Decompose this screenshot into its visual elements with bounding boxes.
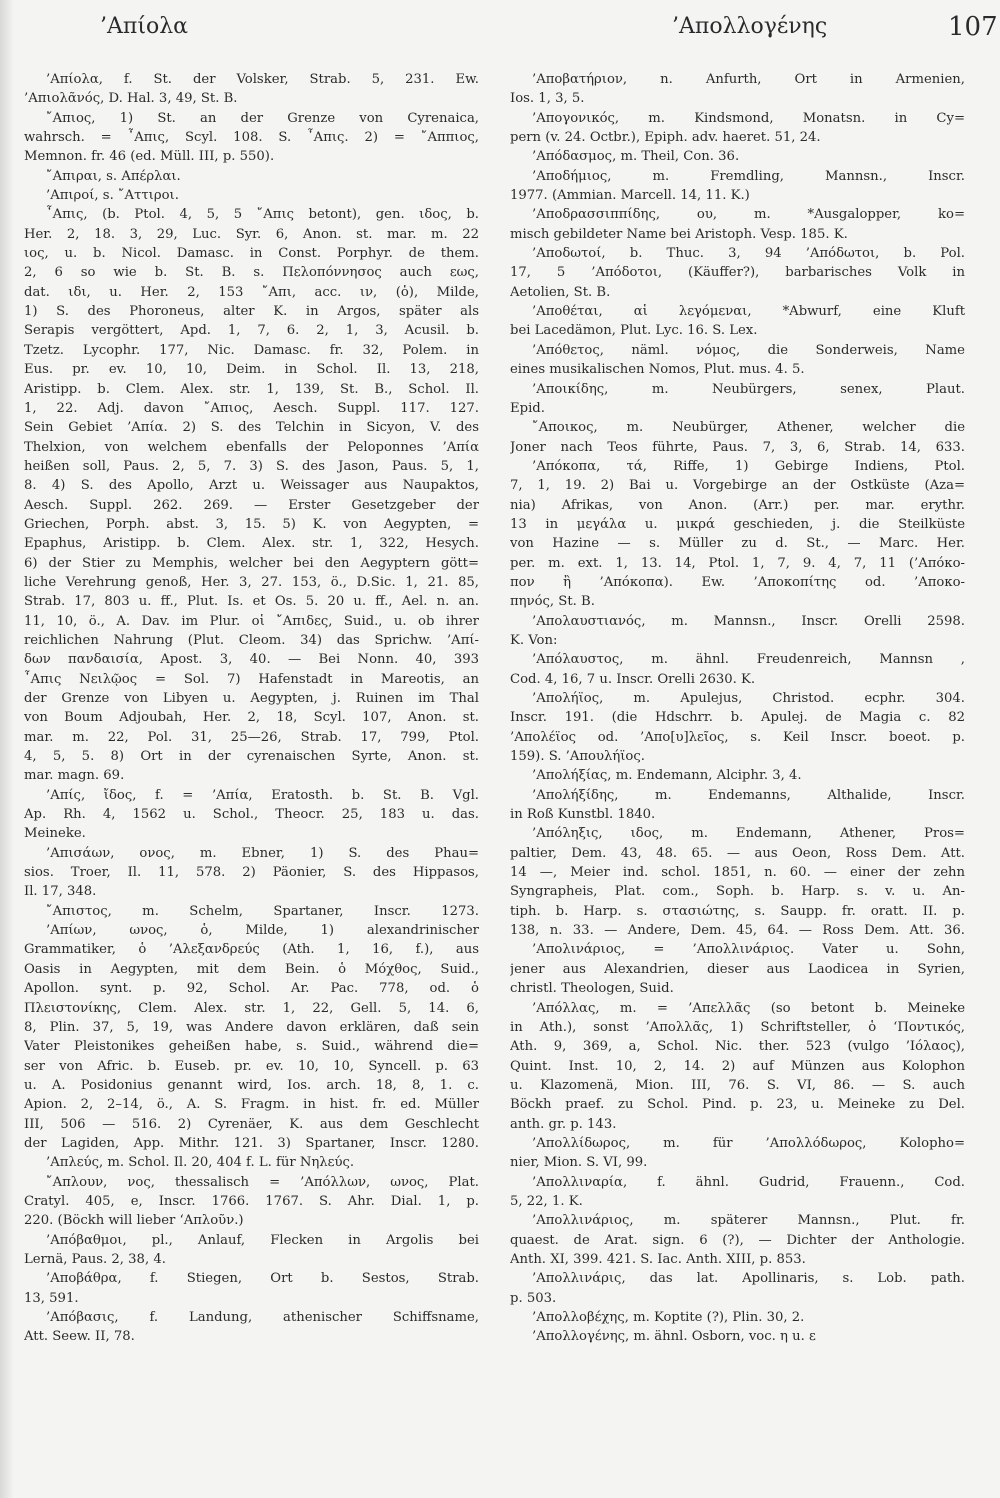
entry-text-line: Cod. 4, 16, 7 u. Inscr. Orelli 2630. K. <box>510 671 756 687</box>
entry-text-line: liche Verehrung genoß, Her. 3, 27. 153, ö., D.Sic. 1, 21. 85, <box>24 574 479 590</box>
entry-text-line: Grammatiker, ὁ ’Αλεξανδρεύς (Ath. 1, 16, f.), aus <box>24 942 479 958</box>
entry-text-line: wahrsch. = ῏Απις, Scyl. 108. S. ῏Απις. 2) = ῎Αππιος, <box>24 130 479 146</box>
entry-text-line: Cratyl. 405, e, Inscr. 1766. 1767. S. Ahr. Dial. 1, p. <box>24 1193 479 1209</box>
entry-text-line: Quint. Inst. 10, 2, 14. 2) auf Münzen aus Kolophon <box>510 1058 965 1074</box>
entry-headword-line: ’Απολλογένης, m. ähnl. Osborn, voc. η u. ε <box>532 1329 816 1345</box>
entry-text-line: Apion. 2, 2–14, ö., A. S. Fragm. in hist. fr. ed. Müller <box>24 1097 479 1113</box>
entry-text-line: Epaphus, Aristipp. b. Clem. Alex. str. 1, 322, Hesych. <box>24 536 479 552</box>
entry-text-line: 5, 22, 1. K. <box>510 1193 583 1209</box>
entry-text-line: bei Lacedämon, Plut. Lyc. 16. S. Lex. <box>510 323 758 339</box>
entry-headword-line: ’Απολλίδωρος, m. für ’Απολλόδωρος, Kolopho= <box>532 1135 965 1151</box>
entry-headword-line: ’Αποδήμιος, m. Fremdling, Mannsn., Inscr. <box>532 168 965 184</box>
entry-text-line: Sein Gebiet ’Απία. 2) S. des Telchin in Sicyon, V. des <box>24 420 479 436</box>
entry-headword-line: ’Απολλινάριος, m. späterer Mannsn., Plut. fr. <box>532 1213 965 1229</box>
entry-text-line: III, 506 — 516. 2) Cyrenäer, K. aus dem Geschlecht <box>24 1116 479 1132</box>
entry-text-line: pern (v. 24. Octbr.), Epiph. adv. haeret. 51, 24. <box>510 130 821 146</box>
entry-text-line: per. m. ext. 1, 13. 14, Ptol. 1, 7, 9. 4, 7, 11 (’Απόκο- <box>510 555 965 571</box>
entry-text-line: nia) Afrikas, von Anon. (Arr.) per. mar. erythr. <box>510 497 965 513</box>
entry-text-line: 17, 5 ’Απόδοτοι, (Käuffer?), barbarisches Volk in <box>510 265 965 281</box>
entry-text-line: christl. Theologen, Suid. <box>510 981 674 997</box>
left-running-headword: ’Απίολα <box>100 14 189 39</box>
entry-text-line: Memnon. fr. 46 (ed. Müll. III, p. 550). <box>24 149 275 165</box>
entry-text-line: 11, 10, ö., A. Dav. im Plur. οἱ ῎Απιδες, Suid., u. ob ihrer <box>24 613 479 629</box>
page-header <box>0 12 1000 46</box>
entry-text-line: 13 in μεγάλα u. μικρά geschieden, j. die Steilküste <box>510 516 965 532</box>
right-running-headword: ’Απολλογένης <box>672 14 828 39</box>
entry-text-line: Πλειστονίκης, Clem. Alex. str. 1, 22, Gell. 5, 14. 6, <box>24 1000 479 1016</box>
entry-text-line: Joner nach Teos führte, Paus. 7, 3, 6, Strab. 14, 633. <box>510 439 965 455</box>
entry-headword-line: ’Αποβάθρα, f. Stiegen, Ort b. Sestos, Strab. <box>46 1271 479 1287</box>
entry-text-line: ’Απιολᾶνός, D. Hal. 3, 49, St. B. <box>24 91 238 107</box>
entry-text-line: 4, 5, 5. 8) Ort in der cyrenaischen Syrte, Anon. st. <box>24 749 479 765</box>
entry-text-line: 13, 591. <box>24 1290 79 1306</box>
entry-headword-line: ’Απολλινάρις, das lat. Apollinaris, s. Lob. path. <box>532 1271 965 1287</box>
entry-text-line: reichlichen Nahrung (Plut. Cleom. 34) das Sprichw. ’Απί- <box>24 632 479 648</box>
entry-headword-line: ’Απίς, ἴδος, f. = ’Απία, Eratosth. b. St. B. Vgl. <box>46 787 479 803</box>
entry-headword-line: ῎Απιστος, m. Schelm, Spartaner, Inscr. 1273. <box>46 903 479 919</box>
entry-text-line: von Boum Adjoubah, Her. 2, 18, Scyl. 107, Anon. st. <box>24 710 479 726</box>
entry-text-line: 2, 6 so wie b. St. B. s. Πελοπόννησος auch εως, <box>24 265 479 281</box>
entry-headword-line: ’Απογονικός, m. Kindsmond, Monatsn. in Cy= <box>532 110 965 126</box>
entry-headword-line: ’Απίων, ωνος, ὁ, Milde, 1) alexandrinischer <box>46 923 479 939</box>
entry-text-line: πηνός, St. B. <box>510 594 595 610</box>
entry-text-line: Vater Pleistonikes geheißen habe, s. Suid., während die= <box>24 1039 479 1055</box>
entry-text-line: K. Von: <box>510 632 558 648</box>
entry-headword-line: ’Απόληξις, ιδος, m. Endemann, Athener, Pros= <box>532 826 965 842</box>
entry-text-line: Strab. 17, 803 u. ff., Plut. Is. et Os. 5. 20 u. ff., Ael. n. an. <box>24 594 479 610</box>
entry-text-line: 1, 22. Adj. davon ῎Απιος, Aesch. Suppl. 117. 127. <box>24 400 479 416</box>
entry-headword-line: ’Απολινάριος, = ’Απολλινάριος. Vater u. Sohn, <box>532 942 965 958</box>
entry-text-line: 220. (Böckh will lieber ‘Απλοῦν.) <box>24 1213 244 1229</box>
entry-text-line: anth. gr. p. 143. <box>510 1116 617 1132</box>
entry-text-line: Aetolien, St. B. <box>510 284 611 300</box>
entry-headword-line: ῎Αποικος, m. Neubürger, Athener, welcher die <box>532 420 965 436</box>
entry-text-line: Apollon. synt. p. 92, Schol. Ar. Pac. 778, od. ὁ <box>24 981 479 997</box>
entry-text-line: ιος, u. b. Nicol. Damasc. in Const. Porphyr. de them. <box>24 246 479 262</box>
entry-headword-line: ’Απιροί, s. ῎Αττιροι. <box>46 188 179 204</box>
entry-text-line: tiph. b. Harp. s. στασιώτης, s. Saupp. fr. oratt. II. p. <box>510 903 965 919</box>
entry-text-line: Her. 2, 18. 3, 29, Luc. Syr. 6, Anon. st. mar. m. 22 <box>24 226 479 242</box>
entry-headword-line: ’Απολήξίδης, m. Endemanns, Althalide, Inscr. <box>532 787 965 803</box>
entry-text-line: mar. magn. 69. <box>24 768 125 784</box>
entry-text-line: Böckh praef. zu Schol. Pind. p. 23, u. Meineke zu Del. <box>510 1097 965 1113</box>
entry-text-line: p. 503. <box>510 1290 557 1306</box>
entry-text-line: Eus. pr. ev. 10, 10, Deim. in Schol. Il. 13, 218, <box>24 362 479 378</box>
entry-text-line: dat. ιδι, u. Her. 2, 153 ῎Απι, acc. ιν, (ὁ), Milde, <box>24 284 479 300</box>
entry-text-line: Thelxion, von welchem ebenfalls der Peloponnes ’Απία <box>24 439 479 455</box>
entry-text-line: u. Klazomenä, Mion. III, 76. S. VI, 86. — S. auch <box>510 1077 965 1093</box>
entry-text-line: 159). S. ’Απουλήϊος. <box>510 749 645 765</box>
entry-headword-line: ’Απολλιναρία, f. ähnl. Gudrid, Frauenn., Cod. <box>532 1174 965 1190</box>
entry-text-line: 138, n. 33. — Andere, Dem. 45, 64. — Ross Dem. Att. 36. <box>510 923 965 939</box>
entry-headword-line: ’Απολλοβέχης, m. Koptite (?), Plin. 30, 2. <box>532 1310 805 1325</box>
entry-text-line: 8. 4) S. des Apollo, Arzt u. Weissager aus Naupaktos, <box>24 478 479 494</box>
entry-text-line: Meineke. <box>24 826 86 842</box>
entry-text-line: Ath. 9, 369, a, Schol. Nic. ther. 523 (vulgo ’Ιόλαος), <box>510 1039 965 1055</box>
entry-text-line: 6) der Stier zu Memphis, welcher bei den Aegyptern gött= <box>24 555 479 571</box>
entry-text-line: Ios. 1, 3, 5. <box>510 91 585 107</box>
entry-headword-line: ’Απόβασις, f. Landung, athenischer Schiffsname, <box>46 1310 479 1325</box>
entry-headword-line: ’Απολήξίας, m. Endemann, Alciphr. 3, 4. <box>532 768 802 784</box>
entry-text-line: πον ἢ ’Απόκοπα). Ew. ’Αποκοπίτης od. ’Αποκο- <box>510 574 965 590</box>
entry-text-line: Lernä, Paus. 2, 38, 4. <box>24 1251 166 1267</box>
entry-text-line: Ap. Rh. 4, 1562 u. Schol., Theocr. 25, 183 u. das. <box>24 807 479 823</box>
entry-headword-line: ῏Απις, (b. Ptol. 4, 5, 5 ῎Απις betont), gen. ιδος, b. <box>46 207 479 223</box>
entry-text-line: ser von Afric. b. Euseb. pr. ev. 10, 10, Syncell. p. 63 <box>24 1058 479 1074</box>
entry-text-line: quaest. de Arat. sign. 6 (?), — Dichter der Anthologie. <box>510 1232 965 1248</box>
entry-headword-line: ’Απίολα, f. St. der Volsker, Strab. 5, 231. Ew. <box>46 72 479 87</box>
left-column <box>24 70 479 1347</box>
right-column <box>510 70 965 1347</box>
entry-text-line: 1977. (Ammian. Marcell. 14, 11. K.) <box>510 188 750 204</box>
entry-text-line: 14 —, Meier ind. schol. 1851, n. 60. — einer der zehn <box>510 865 965 881</box>
entry-text-line: Aristipp. b. Clem. Alex. str. 1, 139, St. B., Schol. Il. <box>24 381 479 397</box>
entry-text-line: 7, 1, 19. 2) Bai u. Vorgebirge an der Ostküste (Aza= <box>510 478 965 494</box>
entry-text-line: 8, Plin. 37, 5, 19, was Andere davon erklären, daß sein <box>24 1019 479 1035</box>
page-number: 107 <box>948 12 998 42</box>
entry-headword-line: ’Απόκοπα, τά, Riffe, 1) Gebirge Indiens, Ptol. <box>532 458 965 474</box>
entry-headword-line: ’Απόδασμος, m. Theil, Con. 36. <box>532 149 740 165</box>
entry-text-line: Inscr. 191. (die Hdschrr. b. Apulej. de Magia c. 82 <box>510 710 965 726</box>
entry-text-line: Tzetz. Lycophr. 177, Nic. Damasc. fr. 32, Polem. in <box>24 342 479 358</box>
entry-headword-line: ’Αποδωτοί, b. Thuc. 3, 94 ’Απόδωτοι, b. Pol. <box>532 246 965 262</box>
entry-text-line: Il. 17, 348. <box>24 884 97 900</box>
entry-headword-line: ’Απόλλας, m. = ’Απελλᾶς (so betont b. Meineke <box>532 1000 965 1016</box>
entry-headword-line: ’Απισάων, ονος, m. Ebner, 1) S. des Phau= <box>46 845 479 861</box>
entry-text-line: ῏Απις Νειλῷος = Sol. 7) Hafenstadt in Mareotis, an <box>24 671 479 687</box>
entry-headword-line: ’Απόλαυστος, m. ähnl. Freudenreich, Mannsn , <box>532 652 965 668</box>
entry-text-line: misch gebildeter Name bei Aristoph. Vesp. 185. K. <box>510 226 848 242</box>
entry-text-line: sios. Troer, Il. 11, 578. 2) Päonier, S. des Hippasos, <box>24 865 479 881</box>
entry-text-line: 1) S. des Phoroneus, alter K. in Argos, später als <box>24 304 479 320</box>
entry-text-line: δων πανδαισία, Apost. 3, 40. — Bei Nonn. 40, 393 <box>24 652 479 668</box>
entry-text-line: u. A. Posidonius genannt wird, Ios. arch. 18, 8, 1. c. <box>24 1077 479 1093</box>
entry-headword-line: ’Απόθετος, näml. νόμος, die Sonderweis, Name <box>532 342 965 358</box>
entry-headword-line: ῎Απιραι, s. Απέρλαι. <box>46 168 181 184</box>
entry-headword-line: ’Απολήϊος, m. Apulejus, Christod. ecphr. 304. <box>532 691 965 706</box>
entry-text-line: eines musikalischen Nomos, Plut. mus. 4. 5. <box>510 362 805 378</box>
entry-text-line: von Hazine — s. Müller zu d. St., — Marc. Her. <box>510 536 965 552</box>
entry-headword-line: ’Αποικίδης, m. Neubürgers, senex, Plaut. <box>532 381 965 397</box>
entry-text-line: heißen soll, Paus. 2, 5, 7. 3) S. des Jason, Paus. 5, 1, <box>24 458 479 474</box>
entry-text-line: nier, Mion. S. VI, 99. <box>510 1155 648 1171</box>
entry-headword-line: ῎Απιος, 1) St. an der Grenze von Cyrenaica, <box>46 110 479 126</box>
page-binding-shadow <box>0 0 14 1498</box>
entry-text-line: Att. Seew. II, 78. <box>24 1329 135 1345</box>
entry-text-line: der Grenze von Libyen u. Aegypten, j. Ruinen im Thal <box>24 691 479 706</box>
entry-text-line: ’Απολέϊος od. ’Απο[υ]λεῖος, s. Keil Inscr. boeot. p. <box>510 729 965 745</box>
entry-text-line: Serapis vergöttert, Apd. 1, 7, 6. 2, 1, 3, Acusil. b. <box>24 323 479 339</box>
entry-text-line: Griechen, Porph. abst. 3, 15. 5) K. von Aegypten, = <box>24 516 479 532</box>
entry-text-line: in Ath.), sonst ’Απολλᾶς, 1) Schriftsteller, ὁ ‘Ποντικός, <box>510 1019 965 1035</box>
entry-headword-line: ’Αποβατήριον, n. Anfurth, Ort in Armenien, <box>532 72 965 87</box>
entry-headword-line: ’Αποθέται, αἱ λεγόμεναι, *Abwurf, eine Kluft <box>532 304 965 320</box>
entry-headword-line: ’Απόβαθμοι, pl., Anlauf, Flecken in Argolis bei <box>46 1232 479 1248</box>
entry-headword-line: ’Απλεύς, m. Schol. Il. 20, 404 f. L. für Νηλεύς. <box>46 1155 355 1171</box>
entry-text-line: jener aus Alexandrien, dieser aus Laodicea in Syrien, <box>510 961 965 977</box>
entry-text-line: Epid. <box>510 400 545 416</box>
entry-headword-line: ῎Απλουν, νος, thessalisch = ’Απόλλων, ωνος, Plat. <box>46 1174 479 1190</box>
entry-text-line: Aesch. Suppl. 262. 269. — Erster Gesetzgeber der <box>24 497 479 513</box>
entry-headword-line: ’Αποδρασσιππίδης, ου, m. *Ausgalopper, ko= <box>532 207 965 223</box>
entry-text-line: mar. m. 22, Pol. 31, 25—26, Strab. 17, 799, Ptol. <box>24 729 479 745</box>
entry-text-line: Syngrapheis, Plat. com., Soph. b. Harp. s. v. u. An- <box>510 884 965 900</box>
entry-text-line: Oasis in Aegypten, mit dem Bein. ὁ Μόχθος, Suid., <box>24 961 479 977</box>
entry-headword-line: ’Απολαυστιανός, m. Mannsn., Inscr. Orelli 2598. <box>532 613 965 629</box>
entry-text-line: der Lagiden, App. Mithr. 121. 3) Spartaner, Inscr. 1280. <box>24 1135 479 1151</box>
entry-text-line: paltier, Dem. 43, 48. 65. — aus Oeon, Ross Dem. Att. <box>510 845 965 861</box>
entry-text-line: Anth. XI, 399. 421. S. Iac. Anth. XIII, p. 853. <box>510 1251 806 1267</box>
entry-text-line: in Roß Kunstbl. 1840. <box>510 807 656 823</box>
